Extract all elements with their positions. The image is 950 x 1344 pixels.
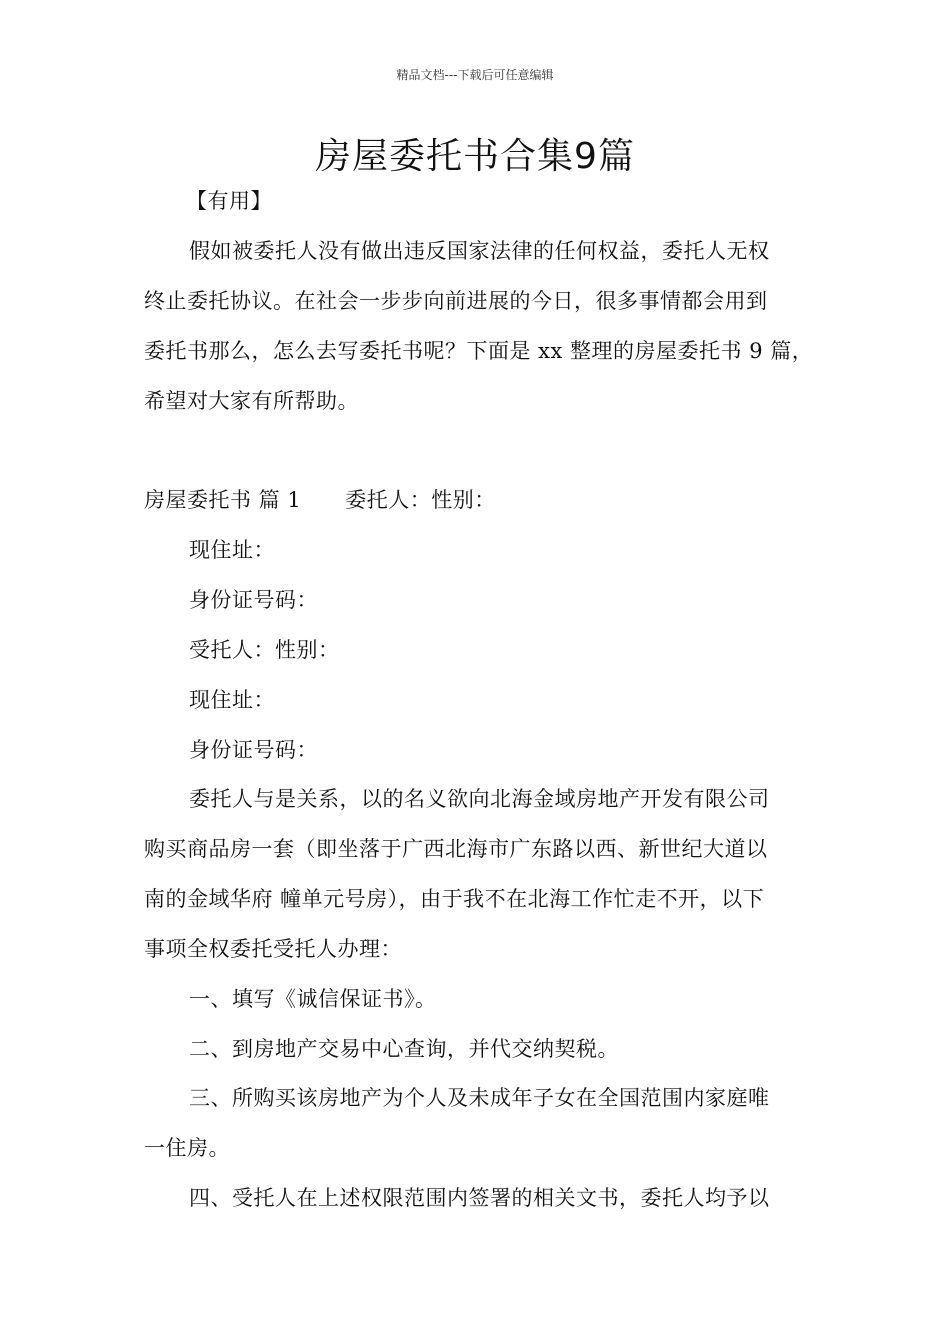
- intro-line-4: 希望对大家有所帮助。: [144, 389, 359, 413]
- section-heading: 房屋委托书 篇 1: [144, 488, 302, 512]
- body-line-3: 南的金域华府 幢单元号房），由于我不在北海工作忙走不开，以下: [144, 887, 765, 911]
- section-heading-row: [144, 485, 496, 515]
- item-3: 三、所购买该房地产为个人及未成年子女在全国范围内家庭唯: [189, 1086, 770, 1110]
- field-agent-gender: 受托人：性别：: [189, 638, 340, 662]
- field-client-address: 现住址：: [189, 538, 275, 562]
- field-agent-id: 身份证号码：: [189, 738, 318, 762]
- intro-line-3: 委托书那么，怎么去写委托书呢？下面是 xx 整理的房屋委托书 9 篇，: [144, 339, 814, 363]
- field-client-gender: 委托人：性别：: [345, 488, 496, 512]
- item-3-continued: 一住房。: [144, 1136, 230, 1160]
- item-2: 二、到房地产交易中心查询，并代交纳契税。: [189, 1037, 619, 1061]
- body-line-1: 委托人与是关系，以的名义欲向北海金域房地产开发有限公司: [189, 787, 770, 811]
- item-4: 四、受托人在上述权限范围内签署的相关文书，委托人均予以: [189, 1186, 770, 1210]
- item-1: 一、填写《诚信保证书》。: [189, 987, 437, 1011]
- field-agent-address: 现住址：: [189, 688, 275, 712]
- field-client-id: 身份证号码：: [189, 588, 318, 612]
- intro-line-2: 终止委托协议。在社会一步步向前进展的今日，很多事情都会用到: [144, 289, 768, 313]
- document-title: 房屋委托书合集9篇: [315, 136, 635, 177]
- header-note: 精品文档---下载后可任意编辑: [396, 68, 554, 82]
- intro-line-1: 假如被委托人没有做出违反国家法律的任何权益，委托人无权: [189, 239, 770, 263]
- body-line-4: 事项全权委托受托人办理：: [144, 937, 402, 961]
- tag-label: 【有用】: [186, 189, 272, 213]
- body-line-2: 购买商品房一套（即坐落于广西北海市广东路以西、新世纪大道以: [144, 837, 768, 861]
